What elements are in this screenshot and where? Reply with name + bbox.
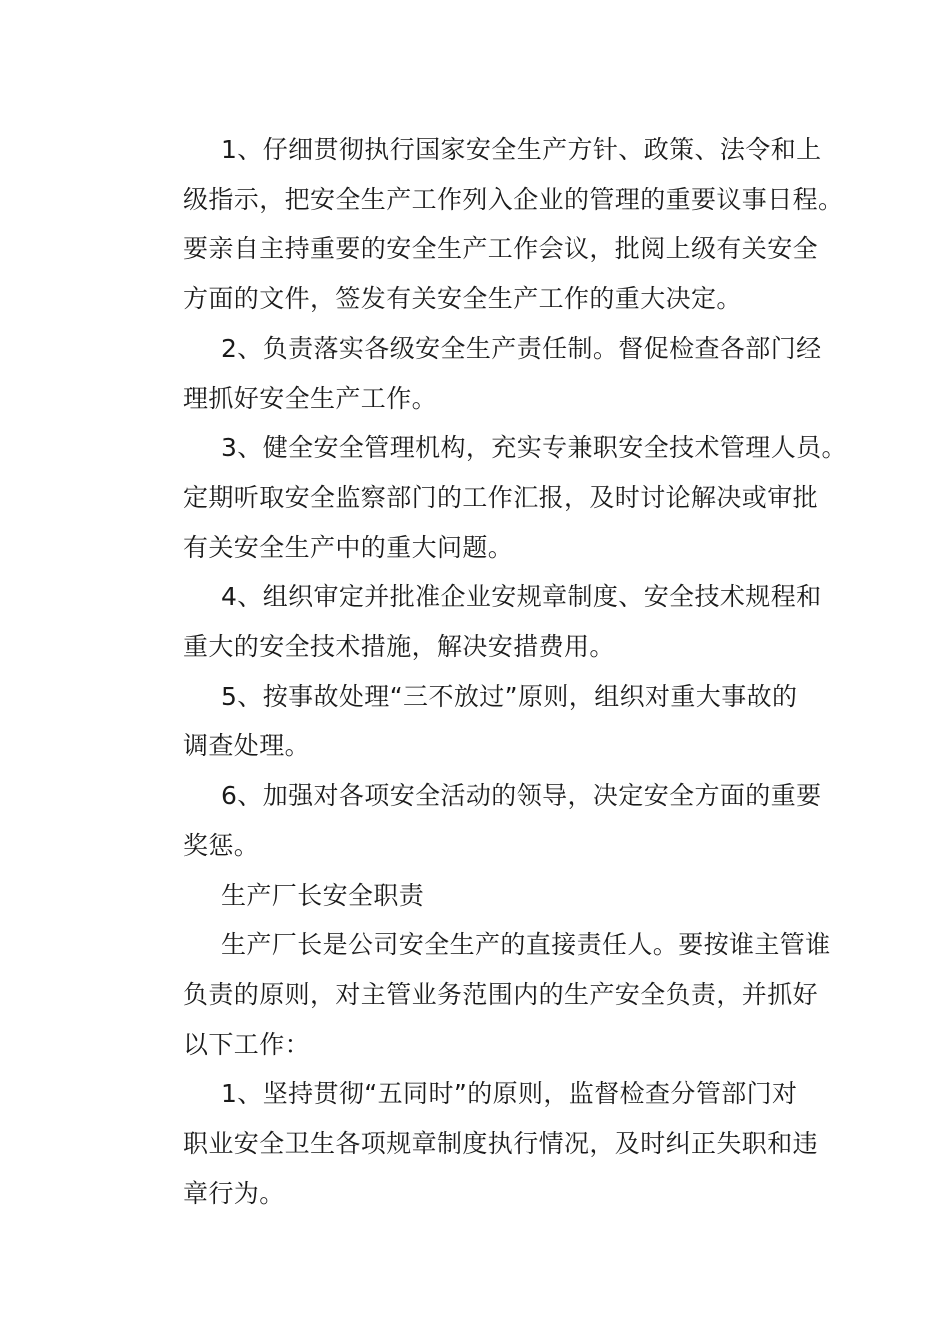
paragraph-duty-4 xyxy=(145,572,822,671)
text-line: 1、坚持贯彻“五同时”的原则，监督检查分管部门对 xyxy=(221,1079,798,1109)
text-line: 章行为。 xyxy=(183,1178,285,1208)
text-line: 4、组织审定并批准企业安规章制度、安全技术规程和 xyxy=(221,582,822,612)
section-heading xyxy=(145,871,795,921)
text-line: 理抓好安全生产工作。 xyxy=(183,383,438,413)
text-line: 要亲自主持重要的安全生产工作会议，批阅上级有关安全 xyxy=(183,234,819,264)
paragraph-duty-5 xyxy=(145,672,798,771)
text-line: 调查处理。 xyxy=(183,731,311,761)
text-line: 生产厂长是公司安全生产的直接责任人。要按谁主管谁 xyxy=(221,930,831,960)
text-line: 级指示，把安全生产工作列入企业的管理的重要议事日程。 xyxy=(183,184,844,214)
paragraph-duty-2 xyxy=(145,324,822,423)
text-line: 2、负责落实各级安全生产责任制。督促检查各部门经 xyxy=(221,333,822,363)
text-line: 奖惩。 xyxy=(183,830,260,860)
document-body xyxy=(145,125,847,1218)
text-line: 以下工作： xyxy=(183,1029,311,1059)
paragraph-duty-1 xyxy=(145,125,844,324)
text-line: 定期听取安全监察部门的工作汇报，及时讨论解决或审批 xyxy=(183,482,819,512)
text-line: 职业安全卫生各项规章制度执行情况，及时纠正失职和违 xyxy=(183,1129,819,1159)
text-line: 有关安全生产中的重大问题。 xyxy=(183,532,514,562)
text-line: 6、加强对各项安全活动的领导，决定安全方面的重要 xyxy=(221,781,822,811)
text-line: 1、仔细贯彻执行国家安全生产方针、政策、法令和上 xyxy=(221,135,822,164)
section-title: 生产厂长安全职责 xyxy=(221,880,425,910)
text-line: 3、健全安全管理机构，充实专兼职安全技术管理人员。 xyxy=(221,433,847,463)
text-line: 重大的安全技术措施，解决安措费用。 xyxy=(183,632,615,662)
paragraph-duty-3 xyxy=(145,423,847,572)
text-line: 方面的文件，签发有关安全生产工作的重大决定。 xyxy=(183,284,742,314)
paragraph-section-duty-1 xyxy=(145,1069,819,1218)
paragraph-intro xyxy=(145,920,831,1069)
text-line: 负责的原则，对主管业务范围内的生产安全负责，并抓好 xyxy=(183,979,819,1009)
text-line: 5、按事故处理“三不放过”原则，组织对重大事故的 xyxy=(221,681,798,711)
paragraph-duty-6 xyxy=(145,771,822,870)
